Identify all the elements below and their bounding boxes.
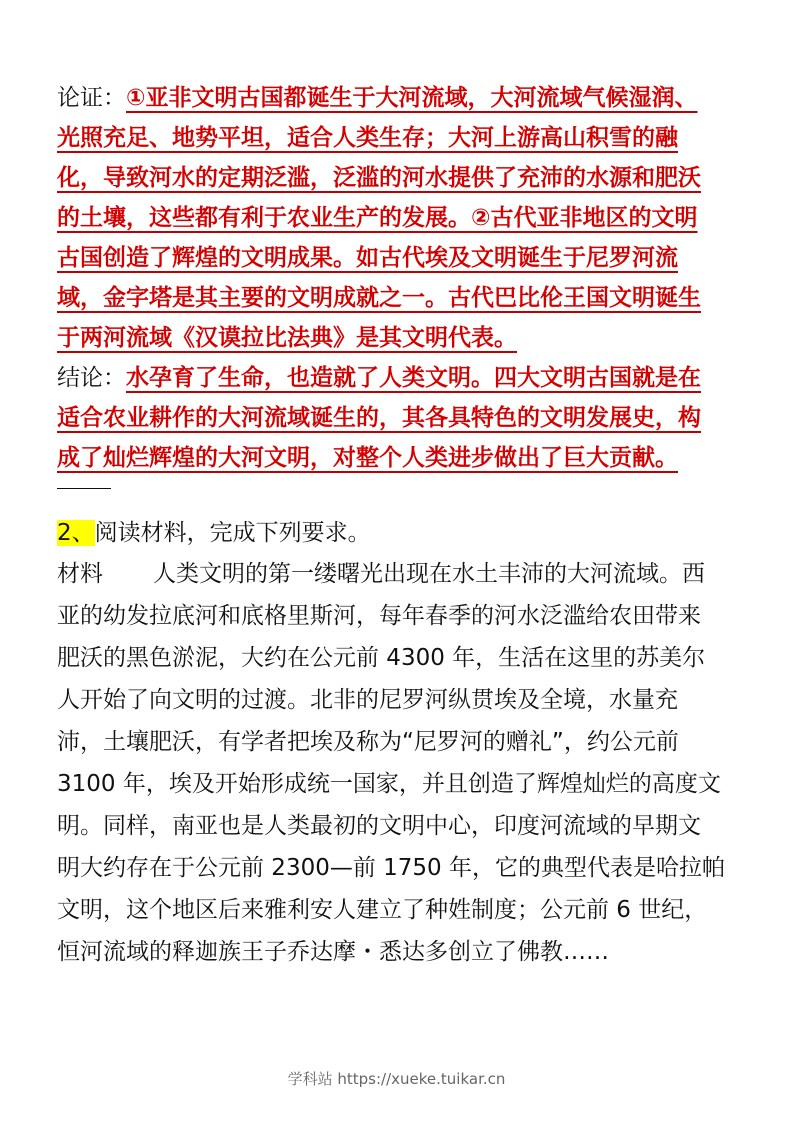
answer-blank-underline bbox=[57, 488, 111, 489]
conclusion-line-2 bbox=[57, 398, 739, 438]
material-text: 明大约存在于公元前 2300—前 1750 年，它的典型代表是哈拉帕 bbox=[57, 855, 725, 881]
conclusion-line-3 bbox=[57, 438, 739, 478]
material-line-9 bbox=[57, 889, 739, 931]
conclusion-label: 结论： bbox=[57, 365, 126, 391]
argument-line-3 bbox=[57, 158, 739, 198]
material-text: 沛，土壤肥沃，有学者把埃及称为“尼罗河的赠礼”，约公元前 bbox=[57, 729, 679, 755]
conclusion-text: 适合农业耕作的大河流域诞生的，其各具特色的文明发展史，构 bbox=[57, 405, 701, 431]
question-number: 2、 bbox=[57, 520, 95, 546]
conclusion-text: 水孕育了生命，也造就了人类文明。四大文明古国就是在 bbox=[126, 365, 701, 391]
material-text: 恒河流域的释迦族王子乔达摩・悉达多创立了佛教…… bbox=[57, 939, 609, 965]
material-line-6 bbox=[57, 763, 739, 805]
material-text: 文明，这个地区后来雅利安人建立了种姓制度；公元前 6 世纪， bbox=[57, 897, 708, 923]
material-line-7 bbox=[57, 805, 739, 847]
question-heading bbox=[57, 513, 739, 553]
argument-line-7 bbox=[57, 318, 739, 358]
material-text: 3100 年，埃及开始形成统一国家，并且创造了辉煌灿烂的高度文 bbox=[57, 771, 721, 797]
material-line-4 bbox=[57, 679, 739, 721]
material-line-3 bbox=[57, 637, 739, 679]
conclusion-line-1 bbox=[57, 358, 739, 398]
argument-line-6 bbox=[57, 278, 739, 318]
material-text: 人类文明的第一缕曙光出现在水土丰沛的大河流域。西 bbox=[153, 561, 705, 587]
argument-text: 于两河流域《汉谟拉比法典》是其文明代表。 bbox=[57, 325, 517, 351]
page-footer: 学科站 https://xueke.tuikar.cn bbox=[287, 1070, 506, 1088]
document-page bbox=[57, 78, 739, 973]
argument-line-4 bbox=[57, 198, 739, 238]
material-line-2 bbox=[57, 595, 739, 637]
material-text: 肥沃的黑色淤泥，大约在公元前 4300 年，生活在这里的苏美尔 bbox=[57, 645, 706, 671]
material-line-10 bbox=[57, 931, 739, 973]
material-label: 材料 bbox=[57, 561, 103, 587]
material-text: 亚的幼发拉底河和底格里斯河，每年春季的河水泛滥给农田带来 bbox=[57, 603, 701, 629]
argument-text: 古国创造了辉煌的文明成果。如古代埃及文明诞生于尼罗河流 bbox=[57, 245, 678, 271]
argument-line-1 bbox=[57, 78, 739, 118]
argument-text: 域，金字塔是其主要的文明成就之一。古代巴比伦王国文明诞生 bbox=[57, 285, 701, 311]
argument-text: 化，导致河水的定期泛滥，泛滥的河水提供了充沛的水源和肥沃 bbox=[57, 165, 701, 191]
conclusion-text: 成了灿烂辉煌的大河文明，对整个人类进步做出了巨大贡献。 bbox=[57, 445, 678, 471]
material-text: 明。同样，南亚也是人类最初的文明中心，印度河流域的早期文 bbox=[57, 813, 701, 839]
argument-text: 光照充足、地势平坦，适合人类生存；大河上游高山积雪的融 bbox=[57, 125, 678, 151]
argument-text: 的土壤，这些都有利于农业生产的发展。②古代亚非地区的文明 bbox=[57, 205, 698, 231]
material-line-5 bbox=[57, 721, 739, 763]
material-text: 人开始了向文明的过渡。北非的尼罗河纵贯埃及全境，水量充 bbox=[57, 687, 678, 713]
argument-text: ①亚非文明古国都诞生于大河流域，大河流域气候湿润、 bbox=[126, 85, 698, 111]
material-line-8 bbox=[57, 847, 739, 889]
argument-label: 论证： bbox=[57, 85, 126, 111]
material-line-1 bbox=[57, 553, 739, 595]
argument-line-5 bbox=[57, 238, 739, 278]
argument-line-2 bbox=[57, 118, 739, 158]
question-prompt: 阅读材料，完成下列要求。 bbox=[94, 520, 371, 546]
